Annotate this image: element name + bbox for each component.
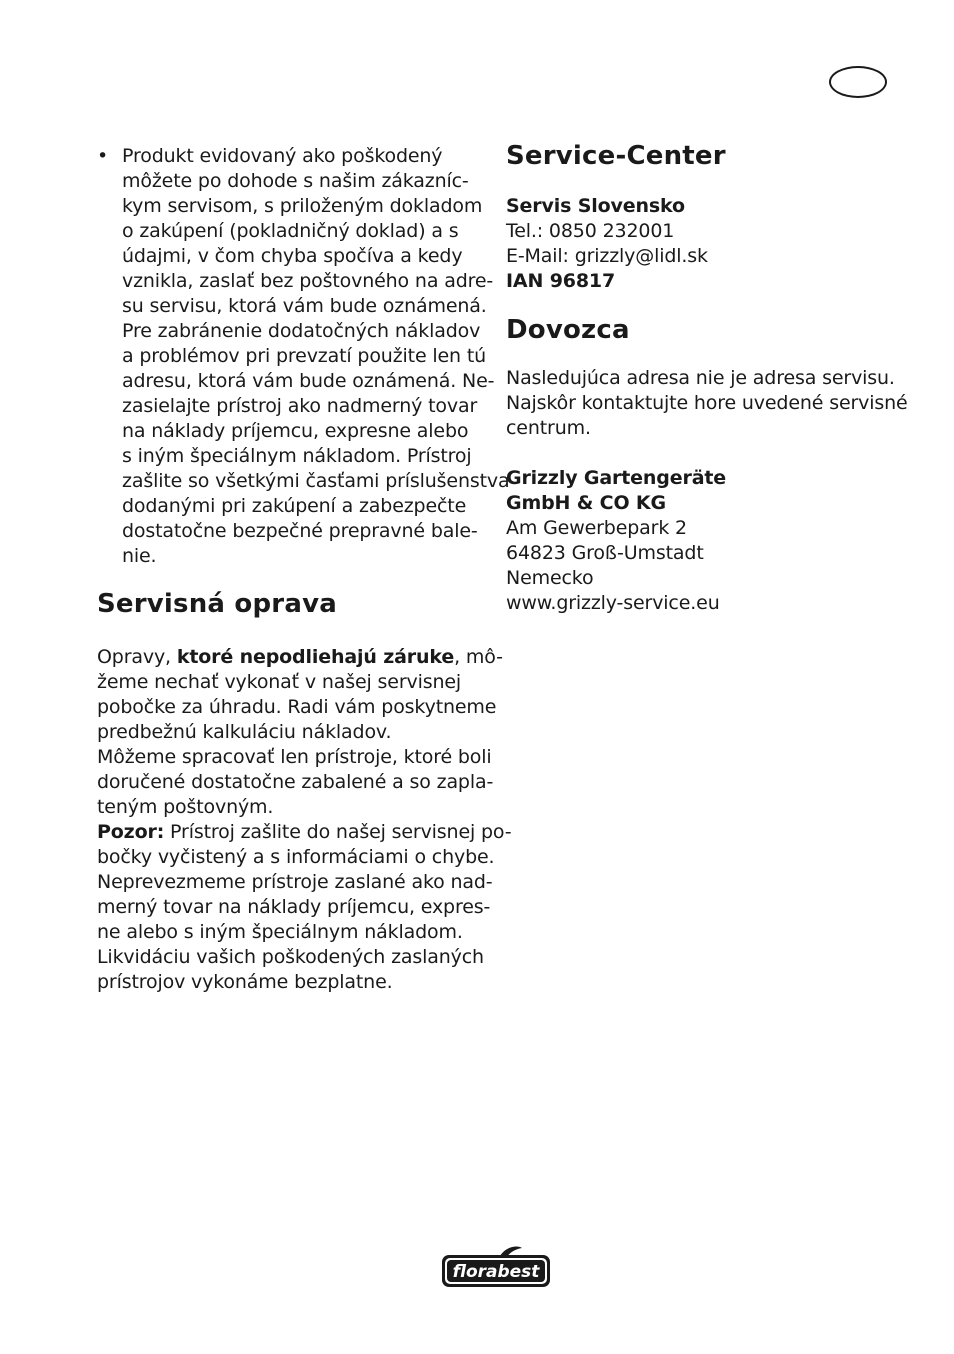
heading-service-center: Service-Center xyxy=(506,141,726,171)
text-line: s iným špeciálnym nákladom. Prístroj xyxy=(122,445,472,467)
text-line: dodanými pri zakúpení a zabezpečte xyxy=(122,495,467,517)
text-line: na náklady príjemcu, expresne alebo xyxy=(122,420,469,442)
text-line: kym servisom, s priloženým dokladom xyxy=(122,195,483,217)
service-tel: Tel.: 0850 232001 xyxy=(506,220,675,242)
text-line: www.grizzly-service.eu xyxy=(506,592,720,614)
text-line: Nemecko xyxy=(506,567,594,589)
text-line xyxy=(97,820,512,845)
logo-text: florabest xyxy=(452,1262,540,1282)
text-line: Likvidáciu vašich poškodených zaslaných xyxy=(97,946,484,968)
text-line: adresu, ktorá vám bude oznámená. Ne- xyxy=(122,370,495,392)
text-line: vznikla, zaslať bez poštovného na adre- xyxy=(122,270,494,292)
text-span: Prístroj zašlite do našej servisnej po- xyxy=(164,821,512,843)
text-line xyxy=(97,645,503,670)
bold-text-span: ktoré nepodliehajú záruke xyxy=(176,646,455,668)
text-lines xyxy=(97,845,495,995)
text-line: predbežnú kalkuláciu nákladov. xyxy=(97,721,392,743)
bullet-icon: • xyxy=(97,145,109,167)
dovozca-note xyxy=(506,366,906,441)
text-line: Am Gewerbepark 2 xyxy=(506,517,687,539)
text-line: 64823 Groß-Umstadt xyxy=(506,542,704,564)
text-line: ne alebo s iným špeciálnym nákladom. xyxy=(97,921,463,943)
text-line: bočky vyčistený a s informáciami o chybe. xyxy=(97,846,495,868)
service-name: Servis Slovensko xyxy=(506,195,685,217)
right-column xyxy=(506,140,906,616)
text-line: pobočke za úhradu. Radi vám poskytneme xyxy=(97,696,497,718)
text-line: a problémov pri prevzatí použite len tú xyxy=(122,345,487,367)
company-name-line2: GmbH & CO KG xyxy=(506,492,666,514)
text-line: dostatočne bezpečné prepravné bale- xyxy=(122,520,478,542)
florabest-logo-icon xyxy=(440,1244,552,1290)
text-line: doručené dostatočne zabalené a so zapla- xyxy=(97,771,494,793)
text-line: Produkt evidovaný ako poškodený xyxy=(122,145,443,167)
text-line: zasielajte prístroj ako nadmerný tovar xyxy=(122,395,478,417)
text-span: , mô- xyxy=(454,646,503,668)
text-line: su servisu, ktorá vám bude oznámená. xyxy=(122,295,487,317)
heading-dovozca: Dovozca xyxy=(506,315,630,345)
service-center-block xyxy=(506,194,906,294)
text-line: Najskôr kontaktujte hore uvedené servisné xyxy=(506,392,908,414)
importer-address xyxy=(506,466,906,616)
text-line: môžete po dohode s našim zákazníc- xyxy=(122,170,469,192)
text-line: nie. xyxy=(122,545,157,567)
text-line: Nasledujúca adresa nie je adresa servisu. xyxy=(506,367,895,389)
text-line: o zakúpení (pokladničný doklad) a s xyxy=(122,220,459,242)
text-line: Môžeme spracovať len prístroje, ktoré boli xyxy=(97,746,492,768)
left-column xyxy=(97,144,512,995)
pozor-label: Pozor: xyxy=(97,821,165,843)
address-lines xyxy=(506,516,906,616)
service-ian: IAN 96817 xyxy=(506,270,616,292)
text-line: Neprevezmeme prístroje zaslané ako nad- xyxy=(97,871,493,893)
text-line: Pre zabránenie dodatočných nákladov xyxy=(122,320,481,342)
text-line: žeme nechať vykonať v našej servisnej xyxy=(97,671,462,693)
text-line: zašlite so všetkými časťami príslušenstva xyxy=(122,470,510,492)
text-lines xyxy=(97,670,497,820)
text-line: centrum. xyxy=(506,417,591,439)
service-email: E-Mail: grizzly@lidl.sk xyxy=(506,245,708,267)
text-line: prístrojov vykonáme bezplatne. xyxy=(97,971,393,993)
company-name-line1: Grizzly Gartengeräte xyxy=(506,467,727,489)
florabest-logo xyxy=(440,1244,552,1290)
bullet-paragraph xyxy=(97,144,510,569)
text-line: teným poštovným. xyxy=(97,796,274,818)
text-span: Opravy, xyxy=(97,646,177,668)
text-line: údajmi, v čom chyba spočíva a kedy xyxy=(122,245,463,267)
language-badge xyxy=(829,66,887,98)
heading-servisna-oprava: Servisná oprava xyxy=(97,589,337,619)
text-line: merný tovar na náklady príjemcu, expres- xyxy=(97,896,491,918)
servisna-oprava-text xyxy=(97,645,512,995)
bullet-text xyxy=(122,144,510,569)
